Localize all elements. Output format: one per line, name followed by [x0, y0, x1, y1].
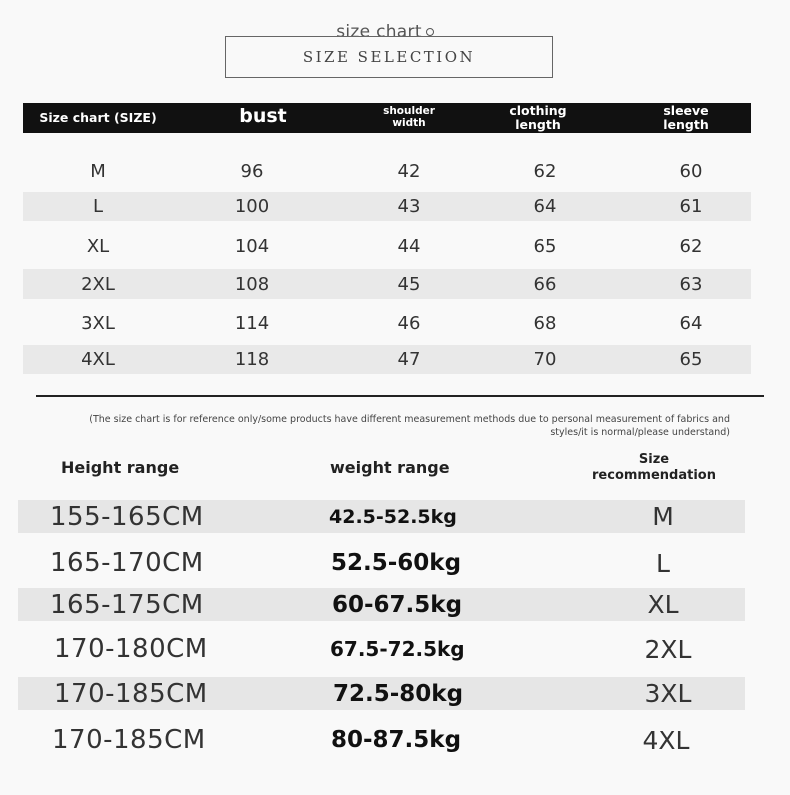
table-row	[23, 269, 751, 299]
table-row	[18, 721, 745, 759]
weight-cell: 72.5-80kg	[333, 680, 464, 707]
col-shoulder-width: shoulder width	[383, 105, 435, 129]
recommended-size-cell: XL	[647, 590, 679, 619]
height-cell: 155-165CM	[50, 501, 204, 532]
sleeve-cell: 64	[679, 312, 703, 334]
weight-cell: 67.5-72.5kg	[330, 637, 465, 661]
recommended-size-cell: L	[656, 548, 670, 578]
chart-subtitle-text: size chart	[336, 22, 422, 42]
height-cell: 170-185CM	[54, 678, 208, 709]
bust-cell: 108	[234, 273, 270, 295]
table-row	[18, 588, 745, 621]
col-weight-range: weight range	[330, 458, 450, 477]
shoulder-cell: 42	[397, 160, 421, 182]
bust-cell: 96	[240, 160, 264, 182]
sleeve-cell: 63	[679, 273, 703, 295]
length-cell: 68	[533, 312, 557, 334]
sleeve-cell: 60	[679, 160, 703, 182]
title-box	[225, 36, 553, 78]
disclaimer-note: (The size chart is for reference only/some products have different measurement methods due to personal measurement of fabrics and styles/it is normal/please understand)	[89, 414, 730, 438]
table-row	[18, 630, 745, 668]
size-cell: XL	[86, 235, 110, 257]
table-row	[23, 192, 751, 221]
bust-cell: 100	[234, 196, 270, 217]
shoulder-cell: 46	[397, 312, 421, 334]
shoulder-cell: 47	[397, 349, 421, 370]
sleeve-cell: 61	[679, 196, 703, 217]
table-row	[23, 305, 751, 341]
recommended-size-cell: M	[652, 502, 674, 531]
height-cell: 170-185CM	[52, 725, 206, 755]
page-title: SIZE SELECTION	[302, 48, 476, 66]
size-cell: 3XL	[81, 312, 115, 334]
recommended-size-cell: 2XL	[644, 634, 692, 664]
bust-cell: 118	[234, 349, 270, 370]
length-cell: 64	[533, 196, 557, 217]
weight-cell: 42.5-52.5kg	[329, 505, 457, 528]
table-row	[18, 544, 745, 582]
table-row	[23, 228, 751, 264]
col-height-range: Height range	[61, 458, 180, 477]
length-cell: 62	[533, 160, 557, 182]
sleeve-cell: 65	[679, 349, 703, 370]
weight-cell: 60-67.5kg	[332, 591, 463, 618]
height-cell: 170-180CM	[54, 634, 208, 664]
bust-cell: 104	[234, 235, 270, 257]
divider	[36, 395, 764, 397]
weight-cell: 80-87.5kg	[331, 727, 462, 753]
size-cell: 2XL	[81, 273, 115, 295]
shoulder-cell: 43	[397, 196, 421, 217]
col-size: Size chart (SIZE)	[39, 110, 157, 126]
col-size-recommendation: Size recommendation	[592, 452, 716, 483]
size-cell: 4XL	[81, 349, 115, 370]
col-clothing-length: clothing length	[509, 103, 567, 132]
height-cell: 165-175CM	[50, 589, 204, 620]
height-cell: 165-170CM	[50, 548, 204, 578]
length-cell: 70	[533, 349, 557, 370]
bust-cell: 114	[234, 312, 270, 334]
recommended-size-cell: 3XL	[644, 679, 692, 708]
length-cell: 66	[533, 273, 557, 295]
length-cell: 65	[533, 235, 557, 257]
table-row	[18, 500, 745, 533]
table-row	[18, 677, 745, 710]
shoulder-cell: 45	[397, 273, 421, 295]
size-table-header	[23, 103, 751, 133]
sleeve-cell: 62	[679, 235, 703, 257]
table-row	[23, 345, 751, 374]
col-sleeve-length: sleeve length	[663, 103, 709, 132]
table-row	[23, 153, 751, 189]
size-cell: M	[90, 160, 106, 182]
size-cell: L	[92, 196, 104, 217]
recommended-size-cell: 4XL	[642, 725, 690, 755]
shoulder-cell: 44	[397, 235, 421, 257]
col-bust: bust	[239, 104, 287, 127]
weight-cell: 52.5-60kg	[331, 550, 462, 576]
circle-icon	[426, 28, 434, 36]
